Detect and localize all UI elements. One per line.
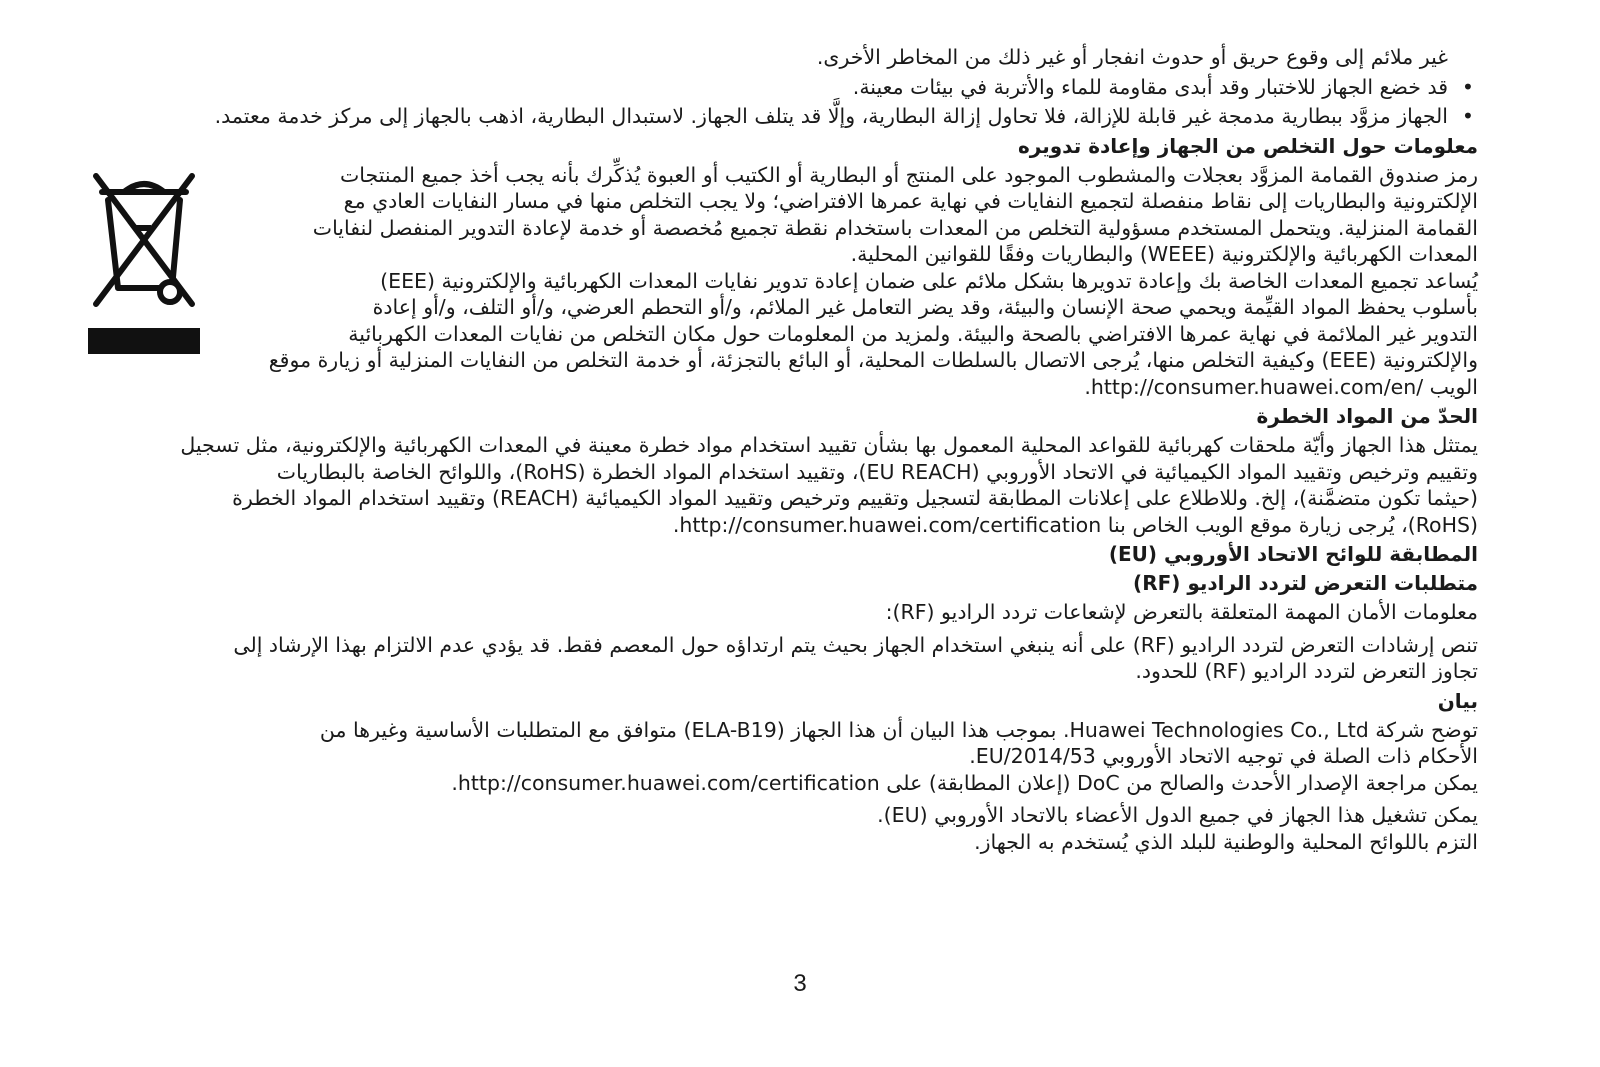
declaration-line: الأحكام ذات الصلة في توجيه الاتحاد الأوروبي 2014/53/EU. [969, 744, 1478, 768]
hazardous-url-line: (RoHS)، يُرجى زيارة موقع الويب الخاص بنا http://consumer.huawei.com/certification. [672, 512, 1478, 537]
disposal-url-line: الويب /http://consumer.huawei.com/en. [1084, 374, 1478, 399]
declaration-line: توضح شركة Huawei Technologies Co., Ltd. بموجب هذا البيان أن هذا الجهاز (ELA-B19) متوافق مع المتطلبات الأساسية وغيرها من [319, 717, 1478, 742]
bullet-text: قد خضع الجهاز للاختبار وقد أبدى مقاومة للماء والأتربة في بيئات معينة. [852, 74, 1448, 99]
operation-line: التزم باللوائح المحلية والوطنية للبلد الذي يُستخدم به الجهاز. [974, 829, 1478, 854]
bullet-text: الجهاز مزوَّد ببطارية مدمجة غير قابلة للإزالة، فلا تحاول إزالة البطارية، وإلَّا قد يتلف الجهاز. لاستبدال البطارية، اذهب بالجهاز إلى مركز خدمة معتمد. [214, 104, 1448, 128]
operation-line: يمكن تشغيل هذا الجهاز في جميع الدول الأعضاء بالاتحاد الأوروبي (EU). [877, 803, 1478, 827]
bullet-item-built-in-battery [88, 103, 1478, 130]
doc-link-line: يمكن مراجعة الإصدار الأحدث والصالح من DoC (إعلان المطابقة) على http://consumer.huawei.com/certification. [451, 770, 1478, 795]
heading-eu-compliance: المطابقة للوائح الاتحاد الأوروبي (EU) [1108, 542, 1478, 566]
hazardous-line: (حيثما تكون متضمَّنة)، إلخ. وللاطلاع على إعلانات المطابقة لتسجيل وتقييم وترخيص وتقييد المواد الكيميائية (REACH) وتقييد استخدام المواد الخطرة [232, 486, 1478, 510]
rf-line: تجاوز التعرض لتردد الراديو (RF) للحدود. [1135, 659, 1478, 683]
disposal-line: بأسلوب يحفظ المواد القيِّمة ويحمي صحة الإنسان والبيئة، وقد يضر التعامل غير الملائم، و/أو التحطم العرضي، و/أو التلف، و/أو إعادة [372, 295, 1478, 319]
heading-rf-exposure: متطلبات التعرض لتردد الراديو (RF) [1133, 571, 1478, 595]
weee-text-block [216, 162, 1478, 348]
disposal-line: المعدات الكهربائية والإلكترونية (WEEE) والبطاريات وفقًا للقوانين المحلية. [850, 242, 1478, 266]
weee-section [88, 162, 1478, 348]
hazardous-line: وتقييم وترخيص وتقييد المواد الكيميائية في الاتحاد الأوروبي (EU REACH)، وتقييد استخدام المواد الخطرة (RoHS)، واللوائح الخاصة بالبطاريات [276, 459, 1478, 484]
disposal-line: يُساعد تجميع المعدات الخاصة بك وإعادة تدويرها بشكل ملائم على ضمان إعادة تدوير نفايات المعدات الكهربائية والإلكترونية (EEE) [380, 268, 1478, 293]
heading-disposal: معلومات حول التخلص من الجهاز وإعادة تدويره [1017, 133, 1478, 158]
heading-hazardous-substances: الحدّ من المواد الخطرة [1256, 404, 1478, 428]
rf-intro: معلومات الأمان المهمة المتعلقة بالتعرض لإشعاعات تردد الراديو (RF): [885, 600, 1478, 624]
hazardous-line: يمتثل هذا الجهاز وأيّة ملحقات كهربائية للقواعد المحلية المعمول بها بشأن تقييد استخدام مواد خطرة معينة في المعدات الكهربائية والإلكترونية، مثل تسجيل [180, 433, 1478, 457]
bullet-item-water-resistance [88, 74, 1478, 101]
page-number: 3 [793, 970, 807, 997]
disposal-line: القمامة المنزلية. ويتحمل المستخدم مسؤولية التخلص من المعدات باستخدام نقطة تجميع مُخصصة أو خدمة لإعادة التدوير المنفصل لنفايات [312, 215, 1478, 240]
intro-continuation: غير ملائم إلى وقوع حريق أو حدوث انفجار أو غير ذلك من المخاطر الأخرى. [816, 45, 1448, 69]
rf-line: تنص إرشادات التعرض لتردد الراديو (RF) على أنه ينبغي استخدام الجهاز بحيث يتم ارتداؤه حول المعصم فقط. قد يؤدي عدم الالتزام بهذا الإرشاد إلى [233, 632, 1478, 657]
bullet-dot: • [1461, 104, 1474, 128]
disposal-line: التدوير غير الملائمة في نهاية عمرها الافتراضي بالصحة والبيئة. ولمزيد من المعلومات حول مكان التخلص من نفايات المعدات الكهربائية [348, 321, 1478, 346]
heading-declaration: بيان [1437, 688, 1478, 713]
weee-crossed-out-wheeled-bin-icon [88, 170, 200, 360]
disposal-line: رمز صندوق القمامة المزوَّد بعجلات والمشطوب الموجود على المنتج أو البطارية أو الكتيب أو العبوة يُذكِّرك بأنه يجب أخذ جميع المنتجات [339, 162, 1478, 187]
bullet-dot: • [1461, 74, 1474, 99]
disposal-line: والإلكترونية (EEE) وكيفية التخلص منها، يُرجى الاتصال بالسلطات المحلية، أو البائع بالتجزئة، أو خدمة التخلص من النفايات المنزلية أو زيارة موقع [268, 348, 1478, 372]
disposal-line: الإلكترونية والبطاريات إلى نقاط منفصلة لتجميع النفايات في نهاية عمرها الافتراضي؛ ولا يجب التخلص منها في مسار النفايات العادي مع [343, 189, 1478, 213]
